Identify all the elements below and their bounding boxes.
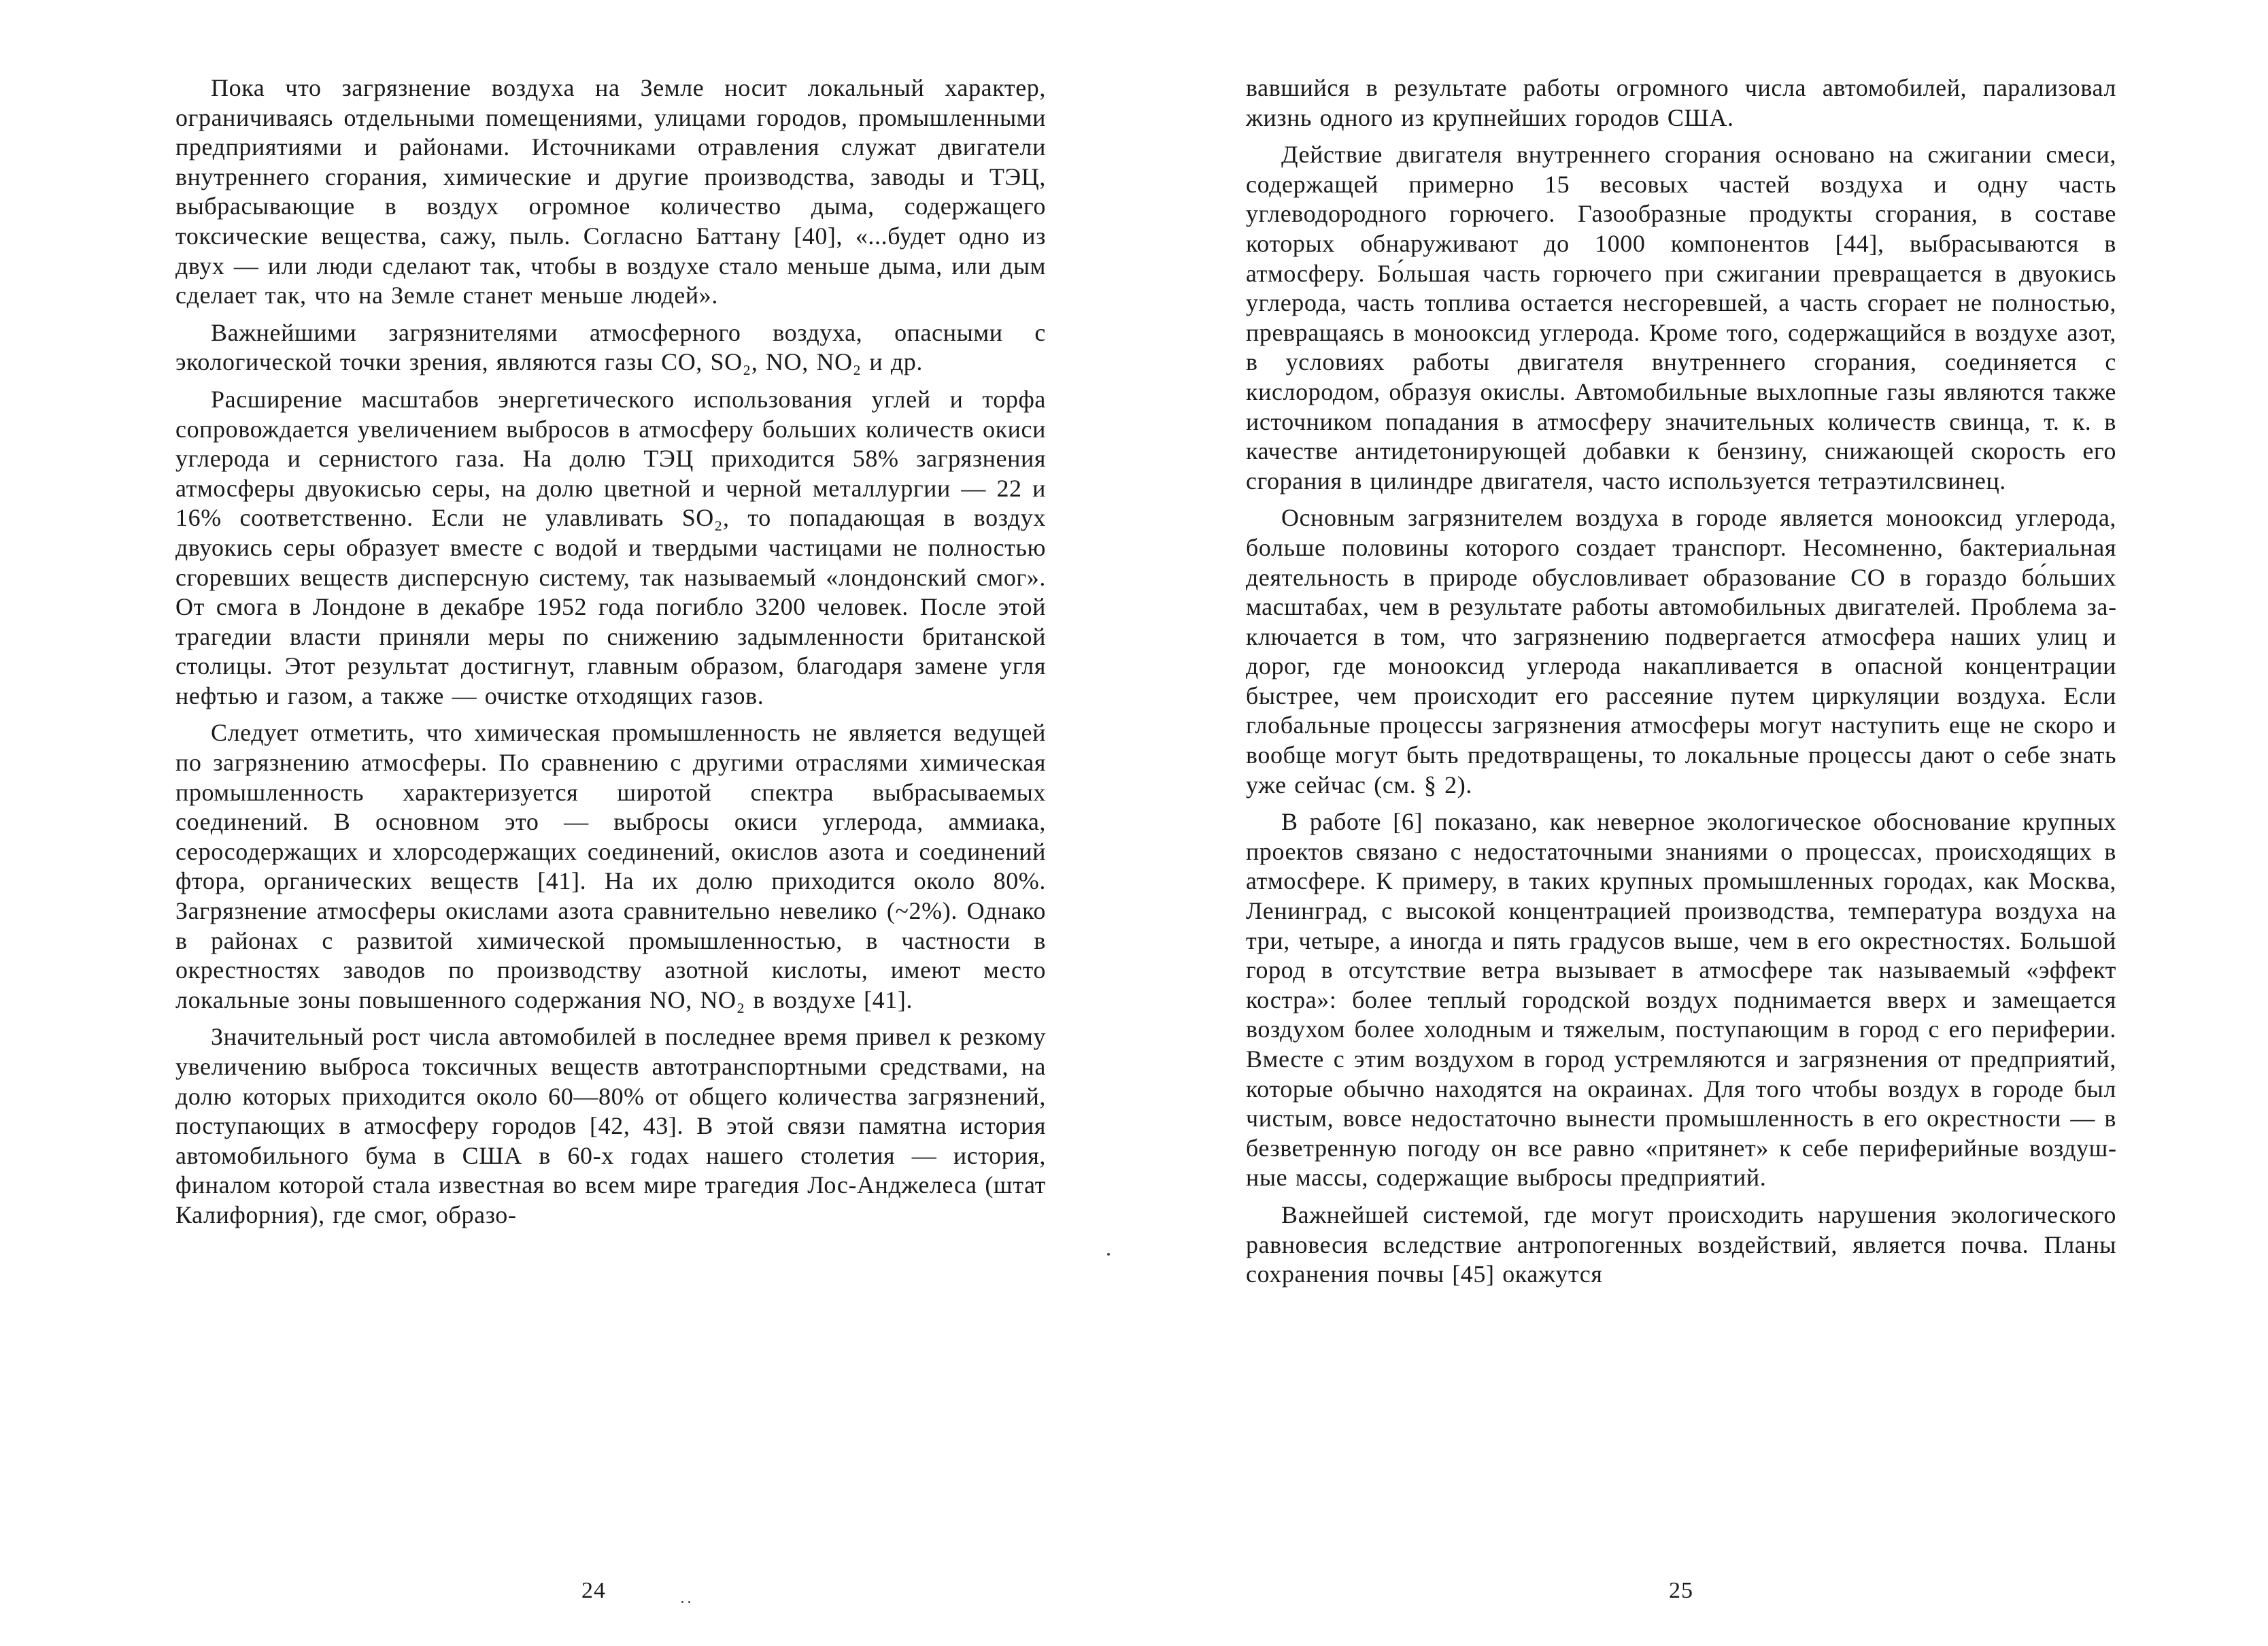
right-page [1246,73,2116,1631]
left-paragraph-4: Следует отметить, что химическая промышленность не является ведущей по загрязнению атмосферы. По сравнению с другими отраслями химическая промышленность характеризуется широтой спектра выбрасываемых соединений. В основном это — выбросы окиси углерода, аммиака, серосодержащих и хлорсодержащих соединений, окислов азота и соединений фтора, органических веществ [41]. На их долю приходится около 80%. Загрязнение атмосферы окислами азота сравнительно невелико (~2%). Однако в районах с развитой химической промышленностью, в частности в окрестностях заводов по производству азотной кислоты, имеют место локальные зоны повышенного содержания NO, NO₂ в воздухе [41]. [175,719,1046,1013]
right-page-text [1246,73,2116,1290]
left-paragraph-2: Важнейшими загрязнителями атмосферного воздуха, опасными с экологической точки зрения, являются газы CO, SO₂, NO, NO₂ и др. [175,318,1046,376]
scan-speck [688,1601,690,1603]
right-paragraph-4: В работе [6] показано, как неверное экологическое обоснование крупных проектов связано с недостаточными знаниями о процессах, происходящих в атмосфере. К примеру, в таких крупных промышленных городах, как Москва, Ленинград, с высокой концентрацией производства, температура воздуха на три, четыре, а иногда и пять градусов выше, чем в его окрестностях. Большой город в отсутствие ветра вызывает в атмосфере так называемый «эффект костра»: более теплый городской воздух поднимается вверх и замещается воздухом более холодным и тяжелым, поступающим в город с его периферии. Вместе с этим воздухом в город устремляются и загрязнения от предприятий, которые обычно находятся на окраинах. Для того чтобы воздух в городе был чистым, вовсе недостаточно вынести промышленность в его окрестности — в безветренную погоду он все равно «притянет» к себе периферийные воздушные массы, содержащие выбросы предприятий. [1246,808,2116,1192]
left-page-text [175,73,1046,1230]
left-page-number: 24 [581,1578,606,1603]
scan-speck [1107,1253,1110,1256]
left-paragraph-5: Значительный рост числа автомобилей в последнее время привел к резкому увеличению выброса токсичных веществ автотранспортными средствами, на долю которых приходится около 60—80% от общего количества загрязнений, поступающих в атмосферу городов [42, 43]. В этой связи памятна история автомобильного бума в США в 60-х годах нашего столетия — история, финалом которой стала известная во всем мире трагедия Лос-Анджелеса (штат Калифорния), где смог, образо- [175,1023,1046,1228]
scan-speck [681,1601,683,1603]
right-page-number: 25 [1669,1578,1693,1603]
left-paragraph-1: Пока что загрязнение воздуха на Земле носит локальный характер, ограничиваясь отдельными помещениями, улицами городов, промышленными предприятиями и районами. Источниками отравления служат двигатели внутреннего сгорания, химические и другие производства, заводы и ТЭЦ, выбрасывающие в воздух огромное количество дыма, содержащего токсические вещества, сажу, пыль. Согласно Баттану [40], «...будет одно из двух — или люди сделают так, чтобы в воздухе стало меньше дыма, или дым сделает так, что на Земле станет меньше людей». [175,74,1046,309]
right-paragraph-3: Основным загрязнителем воздуха в городе является монооксид углерода, больше половины которого создает транспорт. Несомненно, бактериальная деятельность в природе обусловливает образование CO в гораздо бо́льших масштабах, чем в результате работы автомобильных двигателей. Проблема заключается в том, что загрязнению подвергается атмосфера наших улиц и дорог, где монооксид углерода накапливается в опасной концентрации быстрее, чем происходит его рассеяние путем циркуляции воздуха. Если глобальные процессы загрязнения атмосферы могут наступить еще не скоро и вообще могут быть предотвращены, то локальные процессы дают о себе знать уже сейчас (см. § 2). [1246,504,2116,799]
left-page [175,73,1046,1631]
left-paragraph-3: Расширение масштабов энергетического использования углей и торфа сопровождается увеличением выбросов в атмосферу больших количеств окиси углерода и сернистого газа. На долю ТЭЦ приходится 58% загрязнения атмосферы двуокисью серы, на долю цветной и черной металлургии — 22 и 16% соответственно. Если не улавливать SO₂, то попадающая в воздух двуокись серы образует вместе с водой и твердыми частицами не полностью сгоревших веществ дисперсную систему, так называемый «лондонский смог». От смога в Лондоне в декабре 1952 года погибло 3200 человек. После этой трагедии власти приняли меры по снижению задымленности британской столицы. Этот результат достигнут, главным образом, благодаря замене угля нефтью и газом, а также — очистке отходящих газов. [175,385,1046,709]
right-paragraph-1: вавшийся в результате работы огромного числа автомобилей, парализовал жизнь одного из крупнейших городов США. [1246,74,2116,131]
right-paragraph-5: Важнейшей системой, где могут происходить нарушения экологического равновесия вследствие антропогенных воздействий, является почва. Планы сохранения почвы [45] окажутся [1246,1200,2116,1288]
right-paragraph-2: Действие двигателя внутреннего сгорания основано на сжигании смеси, содержащей примерно 15 весовых частей воздуха и одну часть углеводородного горючего. Газообразные продукты сгорания, в составе которых обнаруживают до 1000 компонентов [44], выбрасываются в атмосферу. Бо́льшая часть горючего при сжигании превращается в двуокись углерода, часть топлива остается несгоревшей, а часть сгорает не полностью, превращаясь в монооксид углерода. Кроме того, содержащийся в воздухе азот, в условиях работы двигателя внутреннего сгорания, соединяется с кислородом, образуя окислы. Автомобильные выхлопные газы являются также источником попадания в атмосферу значительных количеств свинца, т. к. в качестве антидетонирующей добавки к бензину, снижающей скорость его сгорания в цилиндре двигателя, часто используется тетраэтилсвинец. [1246,141,2116,494]
